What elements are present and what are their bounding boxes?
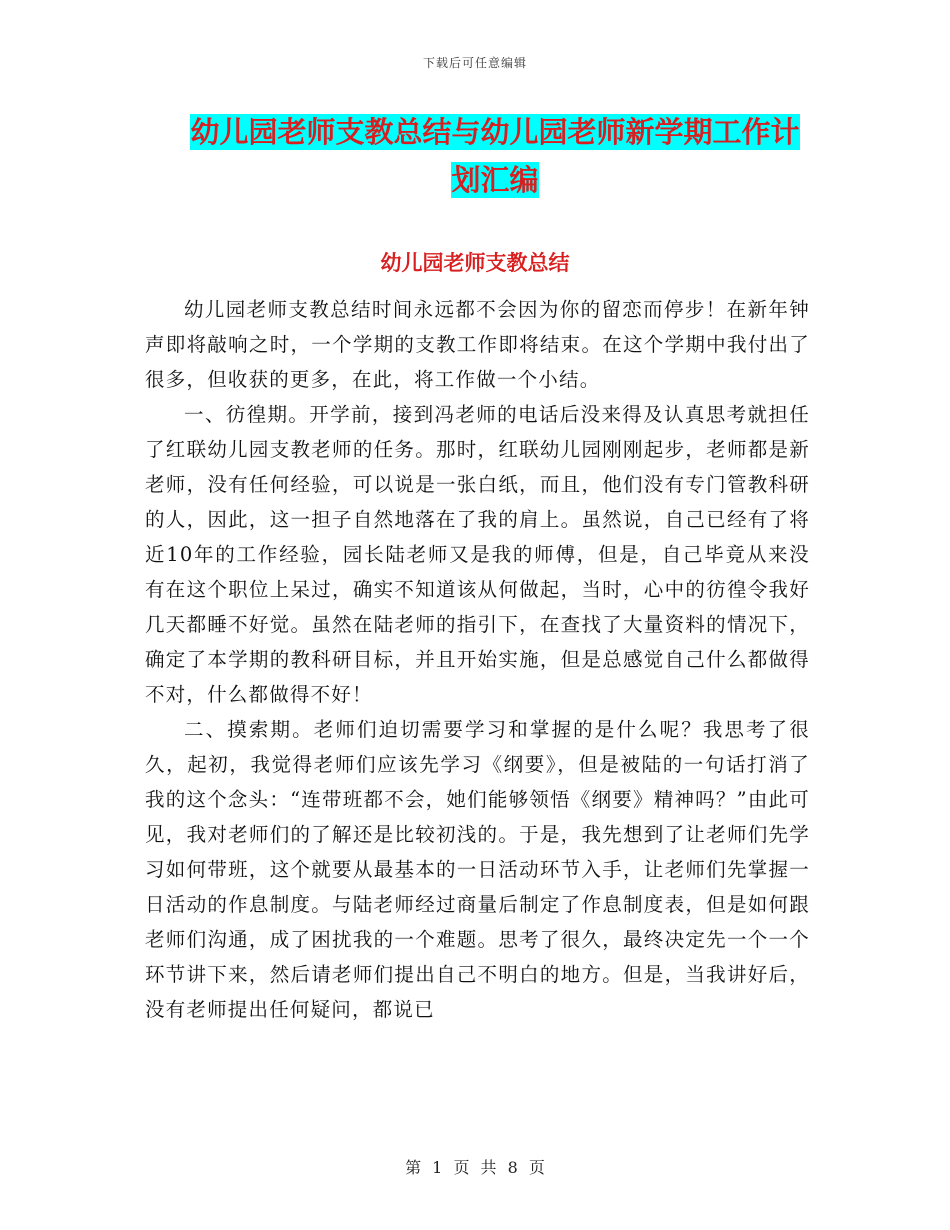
page-number-footer: 第 1 页 共 8 页 (405, 1158, 545, 1177)
page-header-note: 下载后可任意编辑 (422, 56, 527, 70)
body-paragraph: 幼儿园老师支教总结时间永远都不会因为你的留恋而停步！在新年钟声即将敲响之时，一个学期的支教工作即将结束。在这个学期中我付出了很多，但收获的更多，在此，将工作做一个小结。 (145, 298, 810, 391)
document-title (180, 108, 810, 204)
document-title-text: 幼儿园老师支教总结与幼儿园老师新学期工作计划汇编 (190, 115, 800, 197)
body-paragraph: 二、摸索期。老师们迫切需要学习和掌握的是什么呢？我思考了很久，起初，我觉得老师们应该先学习《纲要》，但是被陆的一句话打消了我的这个念头：“连带班都不会，她们能够领悟《纲要》精神吗？”由此可见，我对老师们的了解还是比较初浅的。于是，我先想到了让老师们先学习如何带班，这个就要从最基本的一日活动环节入手，让老师们先掌握一日活动的作息制度。与陆老师经过商量后制定了作息制度表，但是如何跟老师们沟通，成了困扰我的一个难题。思考了很久，最终决定先一个一个环节讲下来，然后请老师们提出自己不明白的地方。但是，当我讲好后，没有老师提出任何疑问，都说已 (145, 718, 810, 1021)
section-title: 幼儿园老师支教总结 (380, 251, 570, 275)
body-paragraph: 一、彷徨期。开学前，接到冯老师的电话后没来得及认真思考就担任了红联幼儿园支教老师的任务。那时，红联幼儿园刚刚起步，老师都是新老师，没有任何经验，可以说是一张白纸，而且，他们没有专门管教科研的人，因此，这一担子自然地落在了我的肩上。虽然说，自己已经有了将近10年的工作经验，园长陆老师又是我的师傅，但是，自己毕竟从来没有在这个职位上呆过，确实不知道该从何做起，当时，心中的彷徨令我好几天都睡不好觉。虽然在陆老师的指引下，在查找了大量资料的情况下，确定了本学期的教科研目标，并且开始实施，但是总感觉自己什么都做得不对，什么都做得不好！ (145, 403, 810, 706)
document-body (145, 292, 810, 1027)
